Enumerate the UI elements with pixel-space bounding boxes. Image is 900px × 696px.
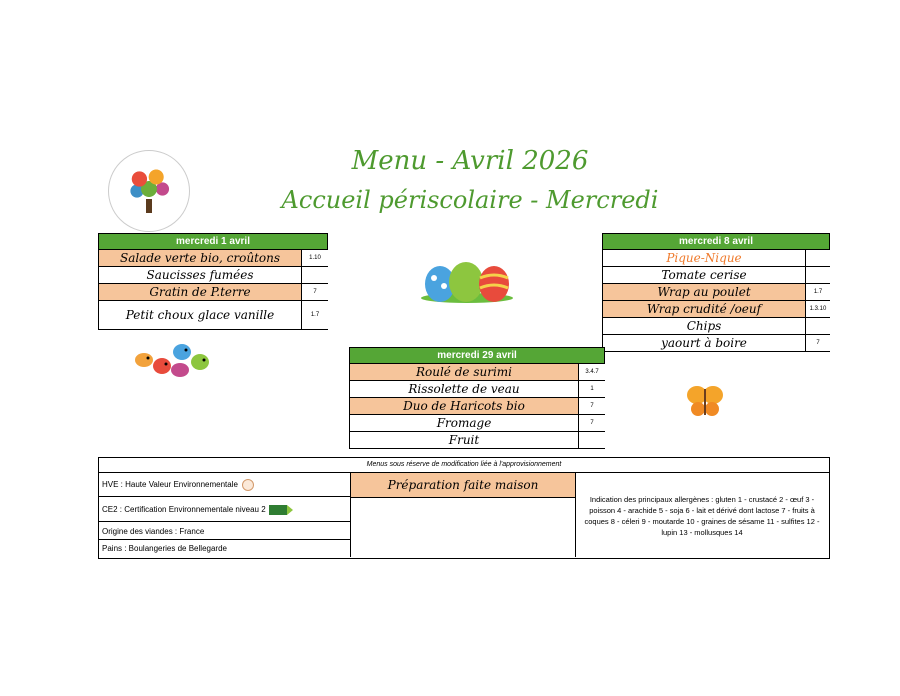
dish-name: Gratin de P.terre <box>149 285 251 299</box>
allergen-code: 1.3.10 <box>805 301 830 317</box>
easter-eggs-icon <box>418 262 516 304</box>
allergen-code <box>805 318 830 334</box>
menu-row <box>603 301 829 318</box>
allergen-code: 7 <box>578 398 605 414</box>
allergen-code <box>805 267 830 283</box>
dish-name: Wrap crudité /oeuf <box>646 302 762 316</box>
ce2-badge-icon <box>268 503 294 517</box>
hve-badge-icon <box>240 479 256 491</box>
menu-row <box>350 364 604 381</box>
dish-name: Rissolette de veau <box>408 382 520 396</box>
menu-row <box>350 415 604 432</box>
menu-row <box>350 381 604 398</box>
fish-icon <box>130 336 216 382</box>
allergen-code: 7 <box>578 415 605 431</box>
menu-row <box>603 250 829 267</box>
allergen-code: 1.10 <box>301 250 328 266</box>
allergen-code: 7 <box>301 284 328 300</box>
dish-name: Wrap au poulet <box>657 285 751 299</box>
dish-name: Saucisses fumées <box>146 268 254 282</box>
menu-wednesday-29 <box>349 347 605 449</box>
menu-row <box>99 284 327 301</box>
menu-row <box>99 301 327 329</box>
menu-row <box>603 284 829 301</box>
menu-wednesday-8 <box>602 233 830 352</box>
dish-name: yaourt à boire <box>661 336 747 350</box>
menu-row <box>350 398 604 415</box>
legend-table <box>98 457 830 559</box>
menu-row <box>603 267 829 284</box>
allergen-code: 7 <box>805 335 830 351</box>
page-title: Menu - Avril 2026 <box>351 146 589 176</box>
menu-row <box>603 318 829 335</box>
menu-row <box>99 250 327 267</box>
dish-name: Fromage <box>436 416 492 430</box>
menu-header: mercredi 29 avril <box>350 348 604 364</box>
dish-name: Pique-Nique <box>666 251 742 265</box>
menu-row <box>99 267 327 284</box>
menu-wednesday-1 <box>98 233 328 330</box>
tree-logo-icon <box>108 150 190 232</box>
menu-header: mercredi 1 avril <box>99 234 327 250</box>
page-subtitle: Accueil périscolaire - Mercredi <box>281 186 659 214</box>
empty-cell <box>350 498 576 557</box>
availability-notice: Menus sous réserve de modification liée à l'approvisionnement <box>99 458 829 473</box>
allergen-code <box>578 432 605 448</box>
dish-name: Salade verte bio, croûtons <box>119 251 281 265</box>
allergen-code: 1 <box>578 381 605 397</box>
allergen-code <box>805 250 830 266</box>
legend-ce2: CE2 : Certification Environnementale niveau 2 <box>99 498 350 522</box>
allergen-code <box>301 267 328 283</box>
dish-name: Fruit <box>448 433 480 447</box>
dish-name: Chips <box>686 319 722 333</box>
allergen-code: 3.4.7 <box>578 364 605 380</box>
allergens-text: Indication des principaux allergènes : gluten 1 - crustacé 2 - œuf 3 - poisson 4 - arachide 5 - soja 6 - lait et dérivé dont lactose 7 - fruits à coques 8 - céleri 9 - moutarde 10 - graines de sésame 11 - sulfites 12 - lupin 13 - mollusques 14 <box>584 495 820 537</box>
menu-header: mercredi 8 avril <box>603 234 829 250</box>
dish-name: Roulé de surimi <box>415 365 513 379</box>
allergen-code: 1.7 <box>301 301 328 329</box>
legend-origin: Origine des viandes : France <box>99 523 350 540</box>
butterfly-icon <box>685 383 725 419</box>
menu-row <box>603 335 829 351</box>
allergen-code: 1.7 <box>805 284 830 300</box>
legend-hve: HVE : Haute Valeur Environnementale <box>99 473 350 497</box>
homemade-label: Préparation faite maison <box>350 473 576 498</box>
menu-row <box>350 432 604 448</box>
dish-name: Petit choux glace vanille <box>125 308 275 322</box>
dish-name: Tomate cerise <box>661 268 747 282</box>
legend-bread: Pains : Boulangeries de Bellegarde <box>102 544 227 553</box>
dish-name: Duo de Haricots bio <box>403 399 525 413</box>
